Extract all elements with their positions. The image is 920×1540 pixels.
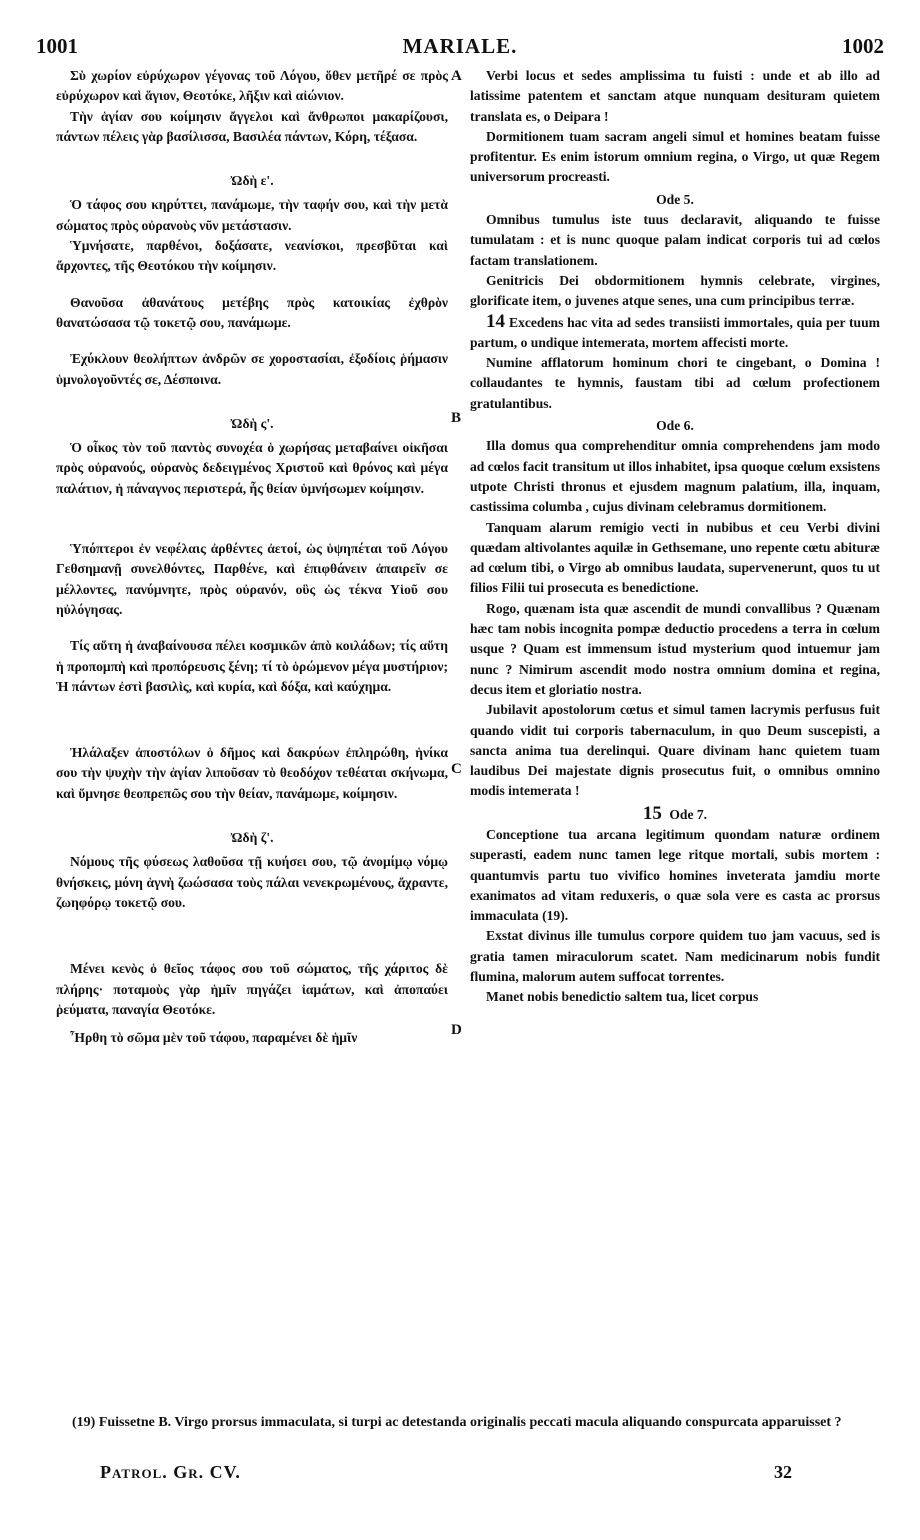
ode-heading: Ὠδὴ ζ'.: [230, 830, 274, 846]
latin-paragraph: Conceptione tua arcana legitimum quondam naturæ ordinem superasti, eadem nunc tamen lege ritque mortali, subis mortem : quantumvis partu tuo vivifico homines inveterata jamdiu morte exanimatos ad vitam reduxeris, o quæ sola vere es casta ac prorsus immaculata (19).: [470, 826, 880, 924]
greek-column: [56, 66, 448, 1048]
margin-marker-d: D: [451, 1022, 462, 1038]
latin-paragraph-text: Excedens hac vita ad sedes transiisti immortales, quia per tuum partum, o undique intemerata, mortem affecisti morte.: [470, 314, 880, 350]
greek-paragraph: Ὑπόπτεροι ἐν νεφέλαις ἀρθέντες ἀετοί, ὡς ὑψηπέται τοῦ Λόγου Γεθσημανῇ συνελθόντες, Παρθένε, καὶ ἐπιφθάνειν ἀπαιρεῖν σε μέλλοντες, πανύμνητε, πρὸς οὐρανόν, οὓς ὡς τέκνα Υἱοῦ σου ηὐλόγησας.: [56, 541, 448, 617]
page-header: [36, 34, 884, 60]
margin-marker-a: A: [451, 68, 462, 84]
section-number: 14: [486, 310, 505, 332]
page-number-left: 1001: [36, 34, 78, 58]
latin-paragraph: Verbi locus et sedes amplissima tu fuisti : unde et ab illo ad latissime patentem et sanctam atque nunquam desituram quietem translata es, o Deipara !: [470, 68, 880, 124]
latin-paragraph: Manet nobis benedictio saltem tua, licet corpus: [486, 989, 759, 1005]
page-number-right: 1002: [842, 34, 884, 58]
running-title: MARIALE.: [402, 34, 518, 58]
greek-paragraph: Μένει κενὸς ὁ θεῖος τάφος σου τοῦ σώματος, τῆς χάριτος δὲ πλήρης· ποταμοὺς γὰρ ἡμῖν πηγάζει ἰαμάτων, καὶ ἀποπαύει ῥεύματα, παναγία Θεοτόκε.: [56, 961, 448, 1017]
latin-paragraph: [470, 312, 880, 354]
latin-paragraph: Numine afflatorum hominum chori te cingebant, o Domina ! collaudantes te hymnis, faustam tibi ad cœlum profectionem gratulantibus.: [470, 355, 880, 411]
latin-paragraph: Illa domus qua comprehenditur omnia comprehendens jam modo ad cœlos facit transitum ut illos inhabitet, ipsa quoque cœlum exsistens utpote Christi thronus et ejusdem magnum palatium, illa, inquam, castissima columba , cujus divinam celebramus dormitionem.: [470, 438, 880, 515]
latin-paragraph: Dormitionem tuam sacram angeli simul et homines beatam fuisse profitentur. Es enim istorum omnium regina, o Virgo, ut quæ Regem universorum procreasti.: [470, 128, 880, 185]
greek-paragraph: Ἐχύκλουν θεολήπτων ἀνδρῶν σε χοροστασίαι, ἐξοδίοις ῥήμασιν ὑμνολογοῦντές σε, Δέσποινα.: [56, 351, 448, 387]
ode-heading: Ὠδὴ ς'.: [230, 415, 274, 431]
greek-paragraph: Ὁ οἶκος τὸν τοῦ παντὸς συνοχέα ὁ χωρήσας μεταβαίνει οἰκῆσαι πρὸς οὐρανούς, οὐρανὸς δεδειγμένος Χριστοῦ καὶ θρόνος καὶ μέγα παλάτιον, ἡ πάναγνος περιστερά, ἧς θείαν ὑμνήσωμεν κοίμησιν.: [56, 440, 448, 496]
margin-marker-c: C: [451, 761, 462, 777]
greek-paragraph: Ὁ τάφος σου κηρύττει, πανάμωμε, τὴν ταφήν σου, καὶ τὴν μετὰ σώματος πρὸς οὐρανοὺς νῦν μετάστασιν.: [56, 197, 448, 233]
series-signature: Patrol. Gr. CV.: [100, 1462, 241, 1482]
latin-paragraph: Exstat divinus ille tumulus corpore quidem tuo jam vacuus, sed is gratia tamen miraculorum scatet. Nam medicinarum nobis fundit flumina, malorum autem suffocat torrentes.: [470, 928, 880, 985]
greek-paragraph: Θανοῦσα ἀθανάτους μετέβης πρὸς κατοικίας ἐχθρὸν θανατώσασα τῷ τοκετῷ σου, πανάμωμε.: [56, 294, 448, 330]
ode-heading: [470, 804, 880, 825]
ode-heading-text: Ode 7.: [669, 806, 708, 822]
section-number: 15: [642, 802, 662, 824]
greek-paragraph: Τίς αὕτη ἡ ἀναβαίνουσα πέλει κοσμικῶν ἀπὸ κοιλάδων; τίς αὕτη ἡ προπομπὴ καὶ προπόρευσις ξένη; τί τὸ ὁρώμενον μέγα μυστήριον; Ἡ πάντων ἐστὶ βασιλὶς, καὶ κυρία, καὶ δόξα, καὶ καύχημα.: [56, 638, 448, 694]
ode-heading: Ὠδὴ ε'.: [230, 173, 274, 189]
ode-heading: Ode 6.: [656, 418, 694, 434]
margin-marker-b: B: [451, 410, 462, 426]
latin-paragraph: Tanquam alarum remigio vecti in nubibus et ceu Verbi divini quædam altivolantes aquilæ in Gethsemane, uno repente cœtu abituræ ad cœlum tibi, o Virgo ab omnibus laudata, supervenerunt, quos tu ut filios Filii tui prosecuta es benedictione.: [470, 519, 880, 596]
page-footer: [100, 1462, 792, 1484]
latin-paragraph: Jubilavit apostolorum cœtus et simul tamen lacrymis perfusus fuit quando vidit tui corporis tabernaculum, in quo Deum suscepisti, a sancta anima tua derelinqui. Quare divinam hanc quietem tuam laudibus Dei majestate dignis prosecutus fuit, o omnibus omnino modis intemerata !: [470, 702, 880, 799]
greek-paragraph: Ἠλάλαξεν ἀποστόλων ὁ δῆμος καὶ δακρύων ἐπληρώθη, ἡνίκα σου τὴν ψυχὴν τὴν ἁγίαν λιποῦσαν τὸ θεοδόχον τεθέαται σκήνωμα, καὶ ὕμνησε θεοπρεπῶς σου τὴν θείαν, πανάμωμε, κοίμησιν.: [56, 745, 448, 801]
latin-paragraph: Genitricis Dei obdormitionem hymnis celebrate, virgines, glorificate item, o juvenes atque senes, una cum principibus terræ.: [470, 272, 880, 309]
latin-paragraph: Omnibus tumulus iste tuus declaravit, aliquando te fuisse tumulatam : et is nunc quoque palam indicat corporis tui ad cœlos factam translationem.: [470, 212, 880, 268]
latin-column: [470, 66, 880, 1008]
greek-paragraph: Τὴν ἁγίαν σου κοίμησιν ἄγγελοι καὶ ἄνθρωποι μακαρίζουσι, πάντων πέλεις γὰρ βασίλισσα, Βασιλέα πάντων, Κόρη, τέξασα.: [56, 108, 448, 144]
greek-paragraph: Ἦρθη τὸ σῶμα μὲν τοῦ τάφου, παραμένει δὲ ἡμῖν: [70, 1030, 358, 1046]
greek-paragraph: Σὺ χωρίον εὐρύχωρον γέγονας τοῦ Λόγου, ὅθεν μετῆρέ σε πρὸς εὐρύχωρον καὶ ἅγιον, Θεοτόκε, λῆξιν καὶ αἰώνιον.: [56, 68, 448, 104]
latin-paragraph: Rogo, quænam ista quæ ascendit de mundi convallibus ? Quænam hæc tam nobis incognita pompæ deductio procedens a terra in cœlum usque ? Quam est immensum istud mysterium quod intuemur jam nunc ? Nimirum ascendit modo nostra omnium domina et regina, decus item et gloriatio nostra.: [470, 600, 880, 697]
footnote: (19) Fuissetne B. Virgo prorsus immaculata, si turpi ac detestanda originalis peccati macula aliquando conspurcata apparuisset ?: [72, 1415, 842, 1430]
greek-paragraph: Ὑμνήσατε, παρθένοι, δοξάσατε, νεανίσκοι, πρεσβῦται καὶ ἄρχοντες, τῆς Θεοτόκου τὴν κοίμησιν.: [56, 238, 448, 274]
ode-heading: Ode 5.: [656, 191, 694, 207]
sheet-number: 32: [774, 1462, 792, 1482]
greek-paragraph: Νόμους τῆς φύσεως λαθοῦσα τῇ κυήσει σου, τῷ ἀνομίμῳ νόμῳ θνήσκεις, μόνη ἁγνὴ ζωώσασα τοὺς πάλαι νενεκρωμένους, ἄχραντε, ζωηφόρῳ τοκετῷ σου.: [56, 854, 448, 910]
